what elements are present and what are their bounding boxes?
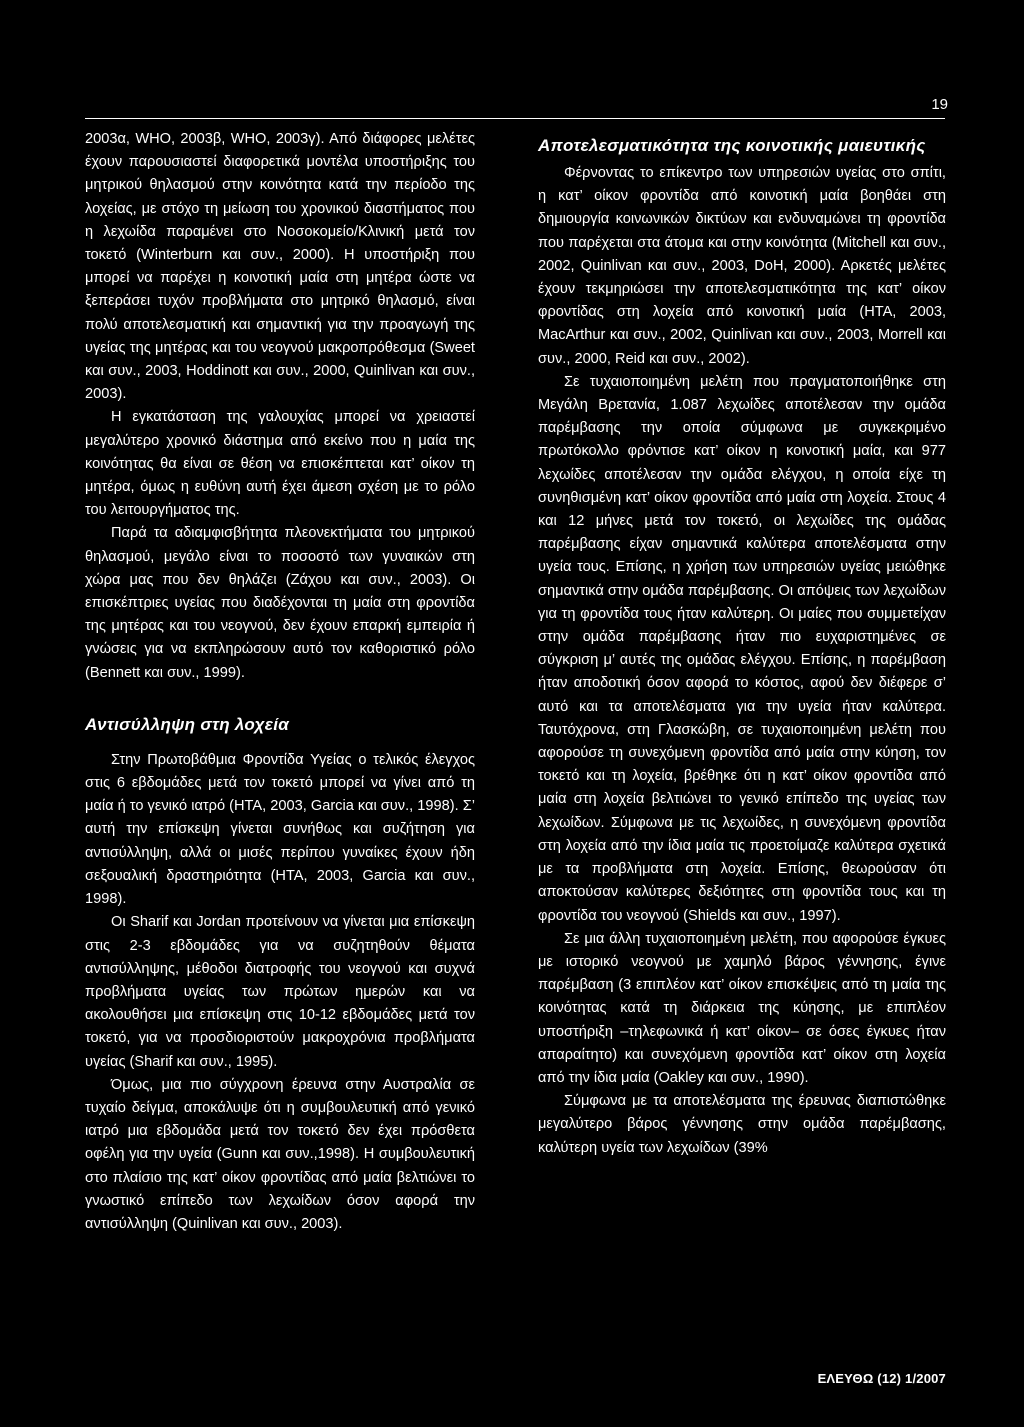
paragraph: Οι Sharif και Jordan προτείνουν να γίνεται μια επίσκεψη στις 2-3 εβδομάδες για να συζητηθούν θέματα αντισύλληψης, μέθοδοι διατροφής του νεογνού και συχνά προβλήματα υγείας των πρώτων ημερών και να ακολουθήσει μια επίσκεψη στις 10-12 εβδομάδες μετά τον τοκετό, για να προσδιοριστούν μακροχρόνια προβλήματα υγείας (Sharif και συν., 1995). [85,914,475,1070]
header-rule [85,118,945,119]
section-heading-contraception: Αντισύλληψη στη λοχεία [85,714,290,734]
journal-footer: ΕΛΕΥΘΩ (12) 1/2007 [817,1371,946,1386]
paragraph: Παρά τα αδιαμφισβήτητα πλεονεκτήματα του μητρικού θηλασμού, μεγάλο είναι το ποσοστό των γυναικών στη χώρα μας που δεν θηλάζει (Ζάχου και συν., 2003). Οι επισκέπτριες υγείας που διαδέχονται τη μαία στη φροντίδα της μητέρας και του νεογνού, δεν έχουν επαρκή εμπειρία ή γνώσεις για να εκπληρώσουν αυτό τον καθοριστικό ρόλο (Bennett και συν., 1999). [85,525,475,681]
left-column [85,128,475,1236]
paragraph: Όμως, μια πιο σύγχρονη έρευνα στην Αυστραλία σε τυχαίο δείγμα, αποκάλυψε ότι η συμβουλευτική από γενικό ιατρό μια εβδομάδα μετά τον τοκετό δεν έχει πρόσθετα οφέλη για την υγεία (Gunn και συν.,1998). Η συμβουλευτική στο πλαίσιο της κατ’ οίκον φροντίδας από μαία βελτιώνει το γνωστικό επίπεδο των λεχωίδων όσον αφορά την αντισύλληψη (Quinlivan και συν., 2003). [85,1076,475,1232]
paragraph: Η εγκατάσταση της γαλουχίας μπορεί να χρειαστεί μεγαλύτερο χρονικό διάστημα από εκείνο που η μαία της κοινότητας θα είναι σε θέση να επισκέπτεται κατ’ οίκον τη μητέρα, όμως η ευθύνη αυτή έχει άμεση σχέση με το ρόλο του λειτουργήματος της. [85,409,475,519]
section-heading-community-midwifery: Αποτελεσματικότητα της κοινοτικής μαιευτικής [538,136,926,155]
paragraph: Σε τυχαιοποιημένη μελέτη που πραγματοποιήθηκε στη Μεγάλη Βρετανία, 1.087 λεχωίδες αποτέλεσαν την ομάδα παρέμβασης την οποία σύμφωνα με συγκεκριμένο πρωτόκολλο φρόντισε κατ’ οίκον η κοινοτική μαία, και 977 λεχωίδες αποτέλεσαν την ομάδα ελέγχου, η οποία είχε τη συνηθισμένη κατ’ οίκον φροντίδα από μαία στη λοχεία. Στους 4 και 12 μήνες μετά τον τοκετό, οι λεχωίδες της ομάδας παρέμβασης είχαν σημαντικά καλύτερα αποτελέσματα στην υγεία τους. Επίσης, η χρήση των υπηρεσιών υγείας μειώθηκε σημαντικά στην ομάδα παρέμβασης. Οι απόψεις των λεχωίδων για τη φροντίδα τους ήταν καλύτερη. Οι μαίες που συμμετείχαν στην ομάδα παρέμβασης ήταν πιο ευχαριστημένες σε σύγκριση μ’ αυτές της ομάδας ελέγχου. Επίσης, η παρέμβαση ήταν αποδοτική όσον αφορά το κόστος, αφού δεν διέφερε σ’ αυτό και τα αποτελέσματα για την υγεία ήταν καλύτερα. Ταυτόχρονα, στη Γλασκώβη, σε τυχαιοποιημένη μελέτη που αφορούσε τη συνεχόμενη φροντίδα από μαία στην κύηση, τον τοκετό και τη λοχεία, βρέθηκε ότι η κατ’ οίκον φροντίδα από μαία στη λοχεία βελτιώνει το γενικό επίπεδο της υγείας των λεχωίδων. Σύμφωνα με τις λεχωίδες, η συνεχόμενη φροντίδα στη λοχεία από την ίδια μαία τις προετοίμαζε καλύτερα σχετικά με τα προβλήματα στη λοχεία. Επίσης, θεωρούσαν ότι αποκτούσαν καλύτερες δεξιότητες στη φροντίδα τους και τη φροντίδα του νεογνού (Shields και συν., 1997). [538,373,946,924]
paragraph: Σύμφωνα με τα αποτελέσματα της έρευνας διαπιστώθηκε μεγαλύτερο βάρος γέννησης στην ομάδα παρέμβασης, καλύτερη υγεία των λεχωίδων (39% [538,1093,946,1156]
paragraph: 2003α, WHO, 2003β, WHO, 2003γ). Από διάφορες μελέτες έχουν παρουσιαστεί διαφορετικά μοντέλα υποστήριξης του μητρικού θηλασμού στην κοινότητα κατά την περίοδο της λοχείας, με στόχο τη μείωση του χρονικού διαστήματος που η λεχωίδα παραμένει στο Νοσοκομείο/Κλινική μετά τον τοκετό (Winterburn και συν., 2000). Η υποστήριξη που μπορεί να παρέχει η κοινοτική μαία στη μητέρα ώστε να ξεπεράσει τυχόν προβλήματα στο μητρικό θηλασμό, είναι πολύ αποτελεσματική και σημαντική για την προαγωγή της υγείας της μητέρας και του νεογνού μακροπρόθεσμα (Sweet και συν., 2003, Hoddinott και συν., 2000, Quinlivan και συν., 2003). [85,131,475,403]
paragraph: Φέρνοντας το επίκεντρο των υπηρεσιών υγείας στο σπίτι, η κατ’ οίκον φροντίδα από κοινοτική μαία βοηθάει στη δημιουργία κοινωνικών δικτύων και ενδυναμώνει τη φροντίδα που παρέχεται στα άτομα και στην κοινότητα (Mitchell και συν., 2002, Quinlivan και συν., 2003, DoH, 2000). Αρκετές μελέτες έχουν τεκμηριώσει την αποτελεσματικότητα της κατ’ οίκον φροντίδας στη λοχεία από κοινοτική μαία (HTA, 2003, MacArthur και συν., 2002, Quinlivan και συν., 2003, Morrell και συν., 2000, Reid και συν., 2002). [538,165,946,367]
right-column [538,128,946,1160]
paragraph: Σε μια άλλη τυχαιοποιημένη μελέτη, που αφορούσε έγκυες με ιστορικό νεογνού με χαμηλό βάρος γέννησης, έγινε παρέμβαση (3 επιπλέον κατ’ οίκον επισκέψεις από τη μαία της κοινότητας κατά τη διάρκεια της κύησης, με επιπλέον υποστήριξη –τηλεφωνικά ή κατ’ οίκον– σε όσες έγκυες ήταν απαραίτητο) και συνεχόμενη φροντίδα κατ’ οίκον στη λοχεία από την ίδια μαία (Oakley και συν., 1990). [538,930,946,1086]
paragraph: Στην Πρωτοβάθμια Φροντίδα Υγείας ο τελικός έλεγχος στις 6 εβδομάδες μετά τον τοκετό μπορεί να γίνει από τη μαία ή το γενικό ιατρό (HTA, 2003, Garcia και συν., 1998). Σ’ αυτή την επίσκεψη γίνεται συνήθως και συζήτηση για αντισύλληψη, αλλά οι μισές περίπου γυναίκες έχουν ήδη σεξουαλική δραστηριότητα (HTA, 2003, Garcia και συν., 1998). [85,751,475,908]
page-number: 19 [931,96,948,113]
